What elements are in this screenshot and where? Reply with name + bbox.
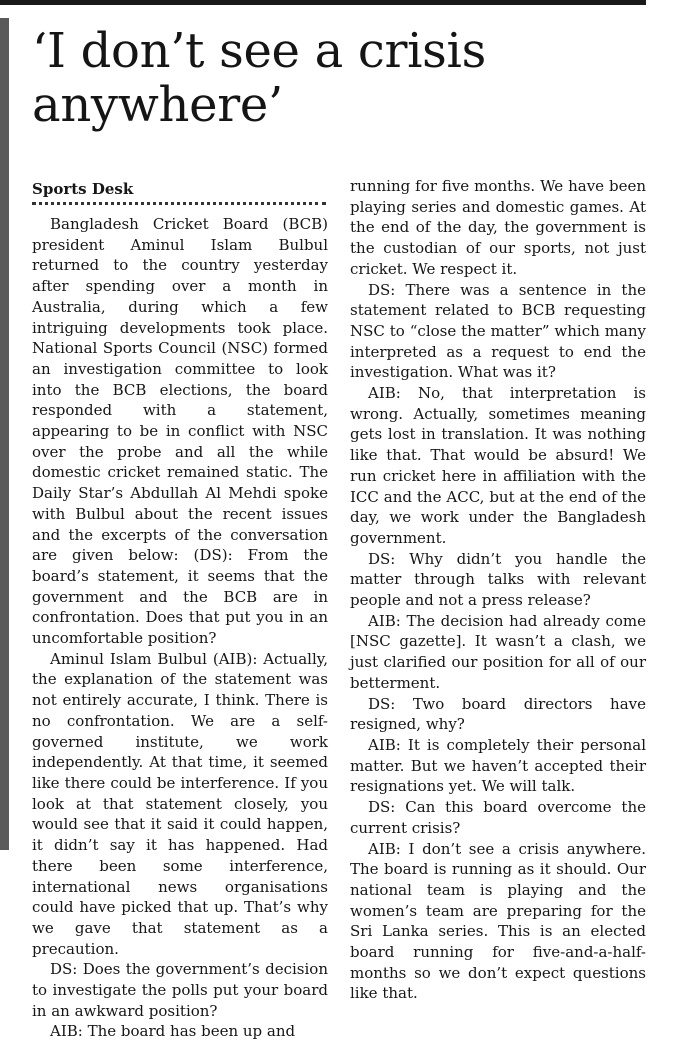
left-margin-bar: [0, 18, 9, 850]
question-paragraph: DS: Why didn’t you handle the matter through talks with relevant people and not a press release?: [350, 549, 646, 610]
headline: ‘I don’t see a crisis anywhere’: [32, 23, 486, 133]
answer-paragraph: AIB: I don’t see a crisis anywhere. The board is running as it should. Our national team is playing and the women’s team are preparing for the Sri Lanka series. This is an elected board running for five-and-a-half-months so we don’t expect questions like that.: [350, 839, 646, 1003]
continued-paragraph: running for five months. We have been playing series and domestic games. At the end of the day, the government is the custodian of our sports, not just cricket. We respect it.: [350, 177, 646, 278]
question-paragraph: DS: There was a sentence in the statement related to BCB requesting NSC to “close the matter” which many interpreted as a request to end the investigation. What was it?: [350, 280, 646, 382]
answer-paragraph: AIB: It is completely their personal matter. But we haven’t accepted their resignations yet. We will talk.: [350, 735, 646, 796]
article-column-right: [350, 176, 646, 1004]
answer-paragraph: Aminul Islam Bulbul (AIB): Actually, the explanation of the statement was not entirely accurate, I think. There is no confrontation. We are a self-governed institute, we work independently. At that time, it seemed like there could be interference. If you look at that statement closely, you would see that it said it could happen, it didn’t say it has happened. Had there been some interference, international news organisations could have picked that up. That’s why we gave that statement as a precaution.: [32, 649, 328, 958]
question-paragraph: DS: Does the government’s decision to investigate the polls put your board in an awkward position?: [32, 960, 328, 1020]
question-paragraph: DS: Can this board overcome the current crisis?: [350, 798, 646, 837]
answer-paragraph: AIB: The board has been up and: [50, 1022, 296, 1041]
question-paragraph: DS: Two board directors have resigned, why?: [350, 694, 646, 734]
article-column-left: [32, 176, 328, 1042]
intro-paragraph: Bangladesh Cricket Board (BCB) president Aminul Islam Bulbul returned to the country yesterday after spending over a month in Australia, during which a few intriguing developments took place. National Sports Council (NSC) formed an investigation committee to look into the BCB elections, the board responded with a statement, appearing to be in conflict with NSC over the probe and all the while domestic cricket remained static. The Daily Star’s Abdullah Al Mehdi spoke with Bulbul about the recent issues and the excerpts of the conversation are given below: (DS): From the board’s statement, it seems that the government and the BCB are in confrontation. Does that put you in an uncomfortable position?: [32, 215, 328, 648]
top-rule: [0, 0, 646, 5]
answer-paragraph: AIB: No, that interpretation is wrong. Actually, sometimes meaning gets lost in translation. It was nothing like that. That would be absurd! We run cricket here in affiliation with the ICC and the ACC, but at the end of the day, we work under the Bangladesh government.: [350, 384, 646, 547]
byline-dotted-divider: [32, 202, 326, 205]
answer-paragraph: AIB: The decision had already come [NSC gazette]. It wasn’t a clash, we just clarified our position for all of our betterment.: [350, 611, 646, 692]
byline: Sports Desk: [32, 180, 134, 198]
